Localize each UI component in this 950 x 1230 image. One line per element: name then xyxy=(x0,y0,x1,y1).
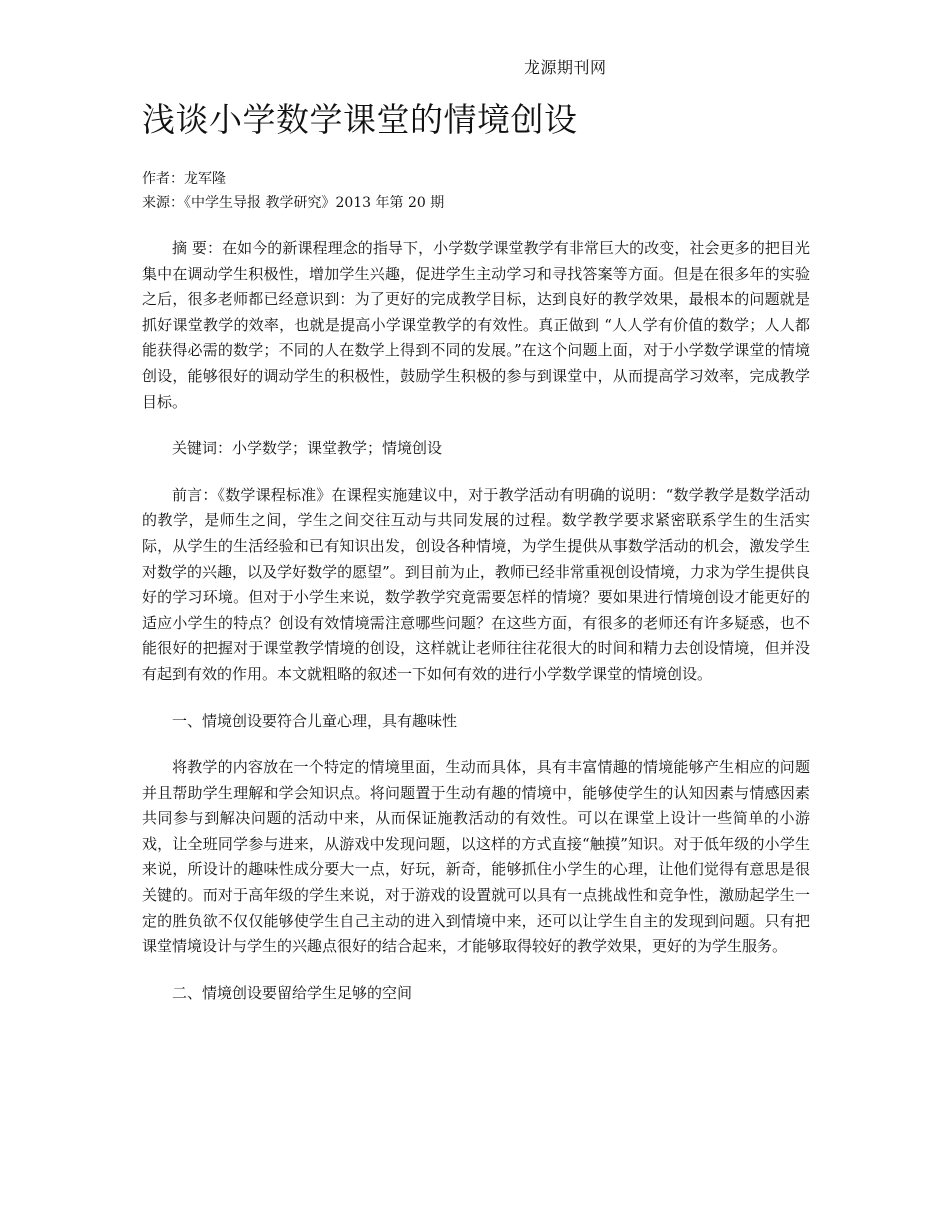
article-title: 浅谈小学数学课堂的情境创设 xyxy=(142,100,578,139)
article-meta xyxy=(142,167,444,215)
preface-paragraph: 前言：《数学课程标准》在课程实施建议中，对于教学活动有明确的说明：“数学教学是数学活动的教学，是师生之间，学生之间交往互动与共同发展的过程。数学教学要求紧密联系学生的生活实际，从学生的生活经验和已有知识出发，创设各种情境，为学生提供从事数学活动的机会，激发学生对数学的兴趣，以及学好数学的愿望”。到目前为止，教师已经非常重视创设情境，力求为学生提供良好的学习环境。但对于小学生来说，数学教学究竟需要怎样的情境？要如果进行情境创设才能更好的适应小学生的特点？创设有效情境需注意哪些问题？在这些方面，有很多的老师还有许多疑惑，也不能很好的把握对于课堂教学情境的创设，这样就让老师往往花很大的时间和精力去创设情境，但并没有起到有效的作用。本文就粗略的叙述一下如何有效的进行小学数学课堂的情境创设。 xyxy=(142,485,810,683)
site-name-header: 龙源期刊网 xyxy=(524,58,607,77)
author-line: 作者：龙军隆 xyxy=(142,171,226,187)
source-line: 来源：《中学生导报 教学研究》2013 年第 20 期 xyxy=(142,195,445,211)
section-1-heading: 一、情境创设要符合儿童心理，具有趣味性 xyxy=(172,711,458,730)
article-body xyxy=(142,236,810,1027)
keywords-paragraph: 关键词：小学数学；课堂教学；情境创设 xyxy=(172,439,443,458)
section-1-body: 将教学的内容放在一个特定的情境里面，生动而具体，具有丰富情趣的情境能够产生相应的问题并且帮助学生理解和学会知识点。将问题置于生动有趣的情境中，能够使学生的认知因素与情感因素共同参与到解决问题的活动中来，从而保证施教活动的有效性。可以在课堂上设计一些简单的小游戏，让全班同学参与进来，从游戏中发现问题，以这样的方式直接“触摸”知识。对于低年级的小学生来说，所设计的趣味性成分要大一点，好玩，新奇，能够抓住小学生的心理，让他们觉得有意思是很关键的。而对于高年级的学生来说，对于游戏的设置就可以具有一点挑战性和竞争性，激励起学生一定的胜负欲不仅仅能够使学生自己主动的进入到情境中来，还可以让学生自主的发现到问题。只有把课堂情境设计与学生的兴趣点很好的结合起来，才能够取得较好的教学效果，更好的为学生服务。 xyxy=(142,758,810,956)
abstract-paragraph: 摘 要：在如今的新课程理念的指导下，小学数学课堂教学有非常巨大的改变，社会更多的把目光集中在调动学生积极性，增加学生兴趣，促进学生主动学习和寻找答案等方面。但是在很多年的实验之后，很多老师都已经意识到：为了更好的完成教学目标，达到良好的教学效果，最根本的问题就是抓好课堂教学的效率，也就是提高小学课堂教学的有效性。真正做到 “人人学有价值的数学；人人都能获得必需的数学；不同的人在数学上得到不同的发展。”在这个问题上面，对于小学数学课堂的情境创设，能够很好的调动学生的积极性，鼓励学生积极的参与到课堂中，从而提高学习效率，完成教学目标。 xyxy=(142,239,810,411)
section-2-heading: 二、情境创设要留给学生足够的空间 xyxy=(172,983,413,1002)
